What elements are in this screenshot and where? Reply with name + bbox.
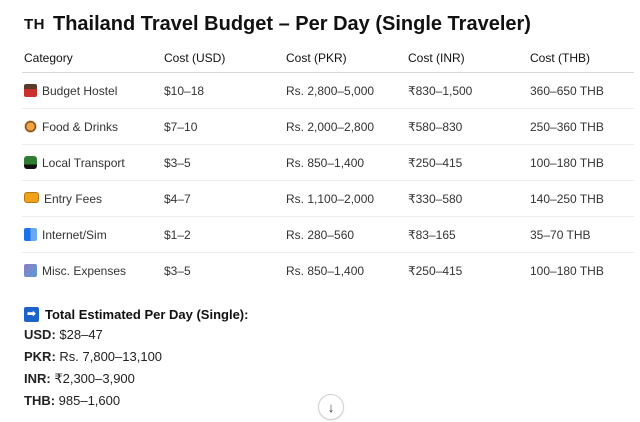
page-title <box>24 12 531 36</box>
thb-cell: 360–650 THB <box>528 73 634 109</box>
inr-cell: ₹250–415 <box>406 145 528 181</box>
table-row <box>22 73 634 109</box>
thb-cell: 100–180 THB <box>528 145 634 181</box>
thb-cell: 35–70 THB <box>528 217 634 253</box>
category-label: Entry Fees <box>44 191 103 206</box>
category-cell <box>22 181 162 217</box>
food-icon <box>24 120 37 133</box>
category-label: Budget Hostel <box>42 83 118 98</box>
column-header-inr: Cost (INR) <box>406 44 528 73</box>
table-row <box>22 181 634 217</box>
summary-value: $28–47 <box>55 327 103 342</box>
category-cell <box>22 73 162 109</box>
pkr-cell: Rs. 280–560 <box>284 217 406 253</box>
usd-cell: $3–5 <box>162 145 284 181</box>
total-summary <box>24 304 248 412</box>
summary-label: PKR: <box>24 349 56 364</box>
inr-cell: ₹83–165 <box>406 217 528 253</box>
summary-line-inr <box>24 368 248 390</box>
arrow-down-icon: ↓ <box>327 399 335 415</box>
inr-cell: ₹250–415 <box>408 263 463 278</box>
column-header-pkr: Cost (PKR) <box>284 44 406 73</box>
misc-icon <box>24 264 37 277</box>
budget-table <box>22 44 634 288</box>
hostel-bed-icon <box>24 84 37 97</box>
summary-label: INR: <box>24 371 51 386</box>
inr-cell: ₹580–830 <box>406 109 528 145</box>
summary-line-usd <box>24 324 248 346</box>
summary-label: USD: <box>24 327 56 342</box>
table-row <box>22 145 634 181</box>
usd-cell: $7–10 <box>162 109 284 145</box>
pkr-cell: Rs. 2,000–2,800 <box>284 109 406 145</box>
table-row <box>22 217 634 253</box>
column-header-category: Category <box>22 44 162 73</box>
usd-cell: $3–5 <box>164 263 191 278</box>
right-arrow-icon: ➡ <box>24 307 39 322</box>
summary-heading-text: Total Estimated Per Day (Single): <box>45 306 249 322</box>
category-cell <box>22 217 162 253</box>
tuk-tuk-icon <box>24 156 37 169</box>
scroll-down-button[interactable] <box>318 394 344 420</box>
category-cell <box>22 109 162 145</box>
usd-cell: $1–2 <box>162 217 284 253</box>
pkr-cell: Rs. 2,800–5,000 <box>284 73 406 109</box>
column-header-thb: Cost (THB) <box>528 44 634 73</box>
inr-cell: ₹830–1,500 <box>406 73 528 109</box>
summary-label: THB: <box>24 393 56 408</box>
inr-cell: ₹330–580 <box>406 181 528 217</box>
summary-heading <box>24 304 248 324</box>
category-label: Local Transport <box>42 155 125 170</box>
category-cell <box>22 253 162 289</box>
table-header-row <box>22 44 634 73</box>
summary-value: Rs. 7,800–13,100 <box>55 349 163 364</box>
category-cell <box>22 145 162 181</box>
thb-cell: 250–360 THB <box>528 109 634 145</box>
pkr-cell: Rs. 850–1,400 <box>284 145 406 181</box>
pkr-cell: Rs. 850–1,400 <box>286 263 365 278</box>
signal-icon <box>24 228 37 241</box>
page-title-text: Thailand Travel Budget – Per Day (Single Traveler) <box>53 12 531 35</box>
summary-value: 985–1,600 <box>55 393 121 408</box>
summary-line-thb <box>24 390 248 412</box>
thb-cell: 100–180 THB <box>530 263 604 278</box>
column-header-usd: Cost (USD) <box>162 44 284 73</box>
ticket-icon <box>24 192 39 203</box>
summary-value: ₹2,300–3,900 <box>50 371 135 386</box>
usd-cell: $4–7 <box>162 181 284 217</box>
pkr-cell: Rs. 1,100–2,000 <box>284 181 406 217</box>
category-label: Misc. Expenses <box>42 263 127 278</box>
category-label: Internet/Sim <box>42 227 107 242</box>
table-row <box>22 109 634 145</box>
category-label: Food & Drinks <box>42 119 119 134</box>
summary-line-pkr <box>24 346 248 368</box>
thb-cell: 140–250 THB <box>528 181 634 217</box>
usd-cell: $10–18 <box>162 73 284 109</box>
thailand-flag-icon: TH <box>24 15 45 33</box>
table-row <box>22 253 634 289</box>
